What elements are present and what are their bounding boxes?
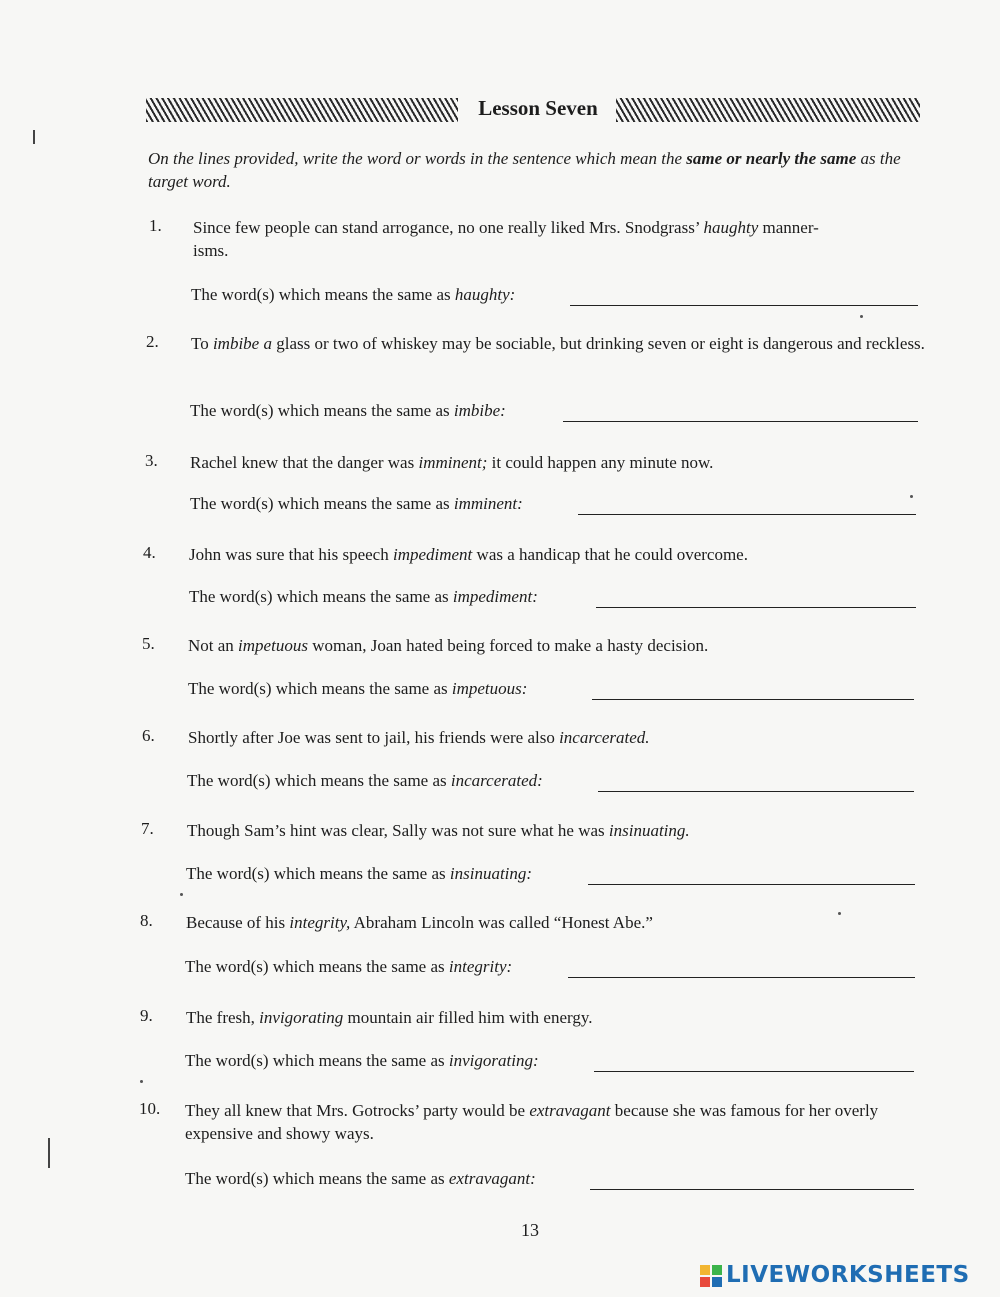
target-word: imbibe a	[212, 334, 272, 353]
sentence-part: Rachel knew that the danger was	[190, 453, 419, 472]
question-sentence	[188, 634, 923, 657]
sentence-part: Shortly after Joe was sent to jail, his friends were also	[188, 728, 560, 747]
target-word: incarcerated.	[559, 728, 650, 747]
target-word: imminent;	[418, 453, 488, 472]
question-sentence	[185, 1099, 925, 1145]
sentence-part: was a handicap that he could overcome.	[472, 545, 748, 564]
answer-target-word: insinuating:	[449, 864, 533, 883]
answer-prefix: The word(s) which means the same as	[186, 864, 450, 883]
question-sentence	[191, 332, 926, 355]
logo-grid-icon	[700, 1265, 722, 1287]
question-number: 4.	[143, 543, 156, 562]
logo-text: LIVEWORKSHEETS	[726, 1262, 970, 1288]
answer-line[interactable]	[563, 421, 918, 422]
question-sentence	[187, 819, 922, 842]
answer-prefix: The word(s) which means the same as	[187, 771, 451, 790]
lesson-header	[146, 94, 920, 126]
header-hatch-right	[616, 98, 920, 122]
question-number: 10.	[139, 1099, 161, 1118]
scan-speck	[910, 495, 913, 498]
answer-line[interactable]	[598, 791, 914, 792]
sentence-part: Since few people can stand arrogance, no one really liked Mrs. Snodgrass’	[193, 218, 704, 237]
answer-prefix: The word(s) which means the same as	[188, 679, 452, 698]
target-word: extravagant	[529, 1101, 611, 1120]
answer-target-word: extravagant:	[448, 1169, 536, 1188]
answer-prompt	[188, 679, 527, 703]
scan-speck	[860, 315, 863, 318]
scan-speck	[838, 912, 841, 915]
lesson-title: Lesson Seven	[478, 96, 598, 120]
answer-prompt	[187, 771, 543, 795]
question-number: 3.	[145, 451, 158, 470]
sentence-part: The fresh,	[186, 1008, 260, 1027]
answer-target-word: impetuous:	[451, 679, 528, 698]
sentence-part: John was sure that his speech	[189, 545, 393, 564]
answer-prefix: The word(s) which means the same as	[185, 1169, 449, 1188]
answer-target-word: integrity:	[448, 957, 513, 976]
answer-prefix: The word(s) which means the same as	[185, 1051, 449, 1070]
sentence-part: Not an	[188, 636, 239, 655]
question-sentence	[189, 543, 924, 566]
sentence-part: it could happen any minute now.	[487, 453, 714, 472]
question-number: 6.	[142, 726, 155, 745]
answer-target-word: impediment:	[452, 587, 538, 606]
answer-prefix: The word(s) which means the same as	[189, 587, 453, 606]
answer-line[interactable]	[568, 977, 915, 978]
answer-line[interactable]	[596, 607, 916, 608]
sentence-part: Abraham Lincoln was called “Honest Abe.”	[350, 913, 653, 932]
sentence-part: They all knew that Mrs. Gotrocks’ party would be	[185, 1101, 530, 1120]
target-word: haughty	[703, 218, 759, 237]
answer-line[interactable]	[570, 305, 918, 306]
question-sentence	[186, 1006, 921, 1029]
sentence-part: To	[191, 334, 213, 353]
question-sentence	[190, 451, 925, 474]
sentence-part: woman, Joan hated being forced to make a hasty decision.	[307, 636, 709, 655]
answer-prompt	[190, 494, 523, 518]
answer-line[interactable]	[592, 699, 914, 700]
answer-line[interactable]	[590, 1189, 914, 1190]
question-number: 5.	[142, 634, 155, 653]
answer-target-word: imminent:	[453, 494, 523, 513]
answer-prefix: The word(s) which means the same as	[190, 401, 454, 420]
question-number: 9.	[140, 1006, 153, 1025]
sentence-part: because she was famous for her overly expensive and showy ways.	[185, 1101, 879, 1143]
answer-prefix: The word(s) which means the same as	[190, 494, 454, 513]
scan-mark	[48, 1138, 50, 1168]
target-word: impediment	[392, 545, 473, 564]
page-number: 13	[521, 1220, 539, 1240]
answer-prompt	[191, 285, 515, 309]
scan-speck	[180, 893, 183, 896]
sentence-part: glass or two of whiskey may be sociable, but drinking seven or eight is dangerous and reckless.	[271, 334, 925, 353]
question-number: 8.	[140, 911, 153, 930]
answer-line[interactable]	[578, 514, 916, 515]
answer-target-word: incarcerated:	[450, 771, 543, 790]
sentence-part: manner- isms.	[193, 218, 819, 260]
answer-line[interactable]	[588, 884, 915, 885]
answer-prompt	[185, 957, 512, 981]
answer-target-word: invigorating:	[448, 1051, 539, 1070]
answer-prefix: The word(s) which means the same as	[191, 285, 455, 304]
question-sentence	[193, 216, 923, 262]
answer-target-word: imbibe:	[453, 401, 506, 420]
target-word: impetuous	[238, 636, 308, 655]
answer-prompt	[185, 1169, 536, 1193]
scan-speck	[140, 1080, 143, 1083]
header-hatch-left	[146, 98, 458, 122]
sentence-part: Though Sam’s hint was clear, Sally was not sure what he was	[187, 821, 609, 840]
instructions: On the lines provided, write the word or words in the sentence which mean the same or nearly the same as the target word.	[148, 149, 901, 191]
sentence-part: mountain air filled him with energy.	[343, 1008, 593, 1027]
question-sentence	[188, 726, 923, 749]
scan-mark	[33, 130, 35, 144]
target-word: insinuating.	[608, 821, 690, 840]
answer-prompt	[185, 1051, 539, 1075]
question-number: 7.	[141, 819, 154, 838]
answer-prefix: The word(s) which means the same as	[185, 957, 449, 976]
answer-line[interactable]	[594, 1071, 914, 1072]
sentence-part: Because of his	[186, 913, 290, 932]
answer-prompt	[189, 587, 538, 611]
question-sentence	[186, 911, 921, 934]
target-word: integrity,	[289, 913, 351, 932]
answer-prompt	[190, 401, 506, 425]
target-word: invigorating	[259, 1008, 344, 1027]
answer-target-word: haughty:	[454, 285, 516, 304]
question-number: 2.	[146, 332, 159, 351]
question-number: 1.	[149, 216, 162, 235]
answer-prompt	[186, 864, 532, 888]
